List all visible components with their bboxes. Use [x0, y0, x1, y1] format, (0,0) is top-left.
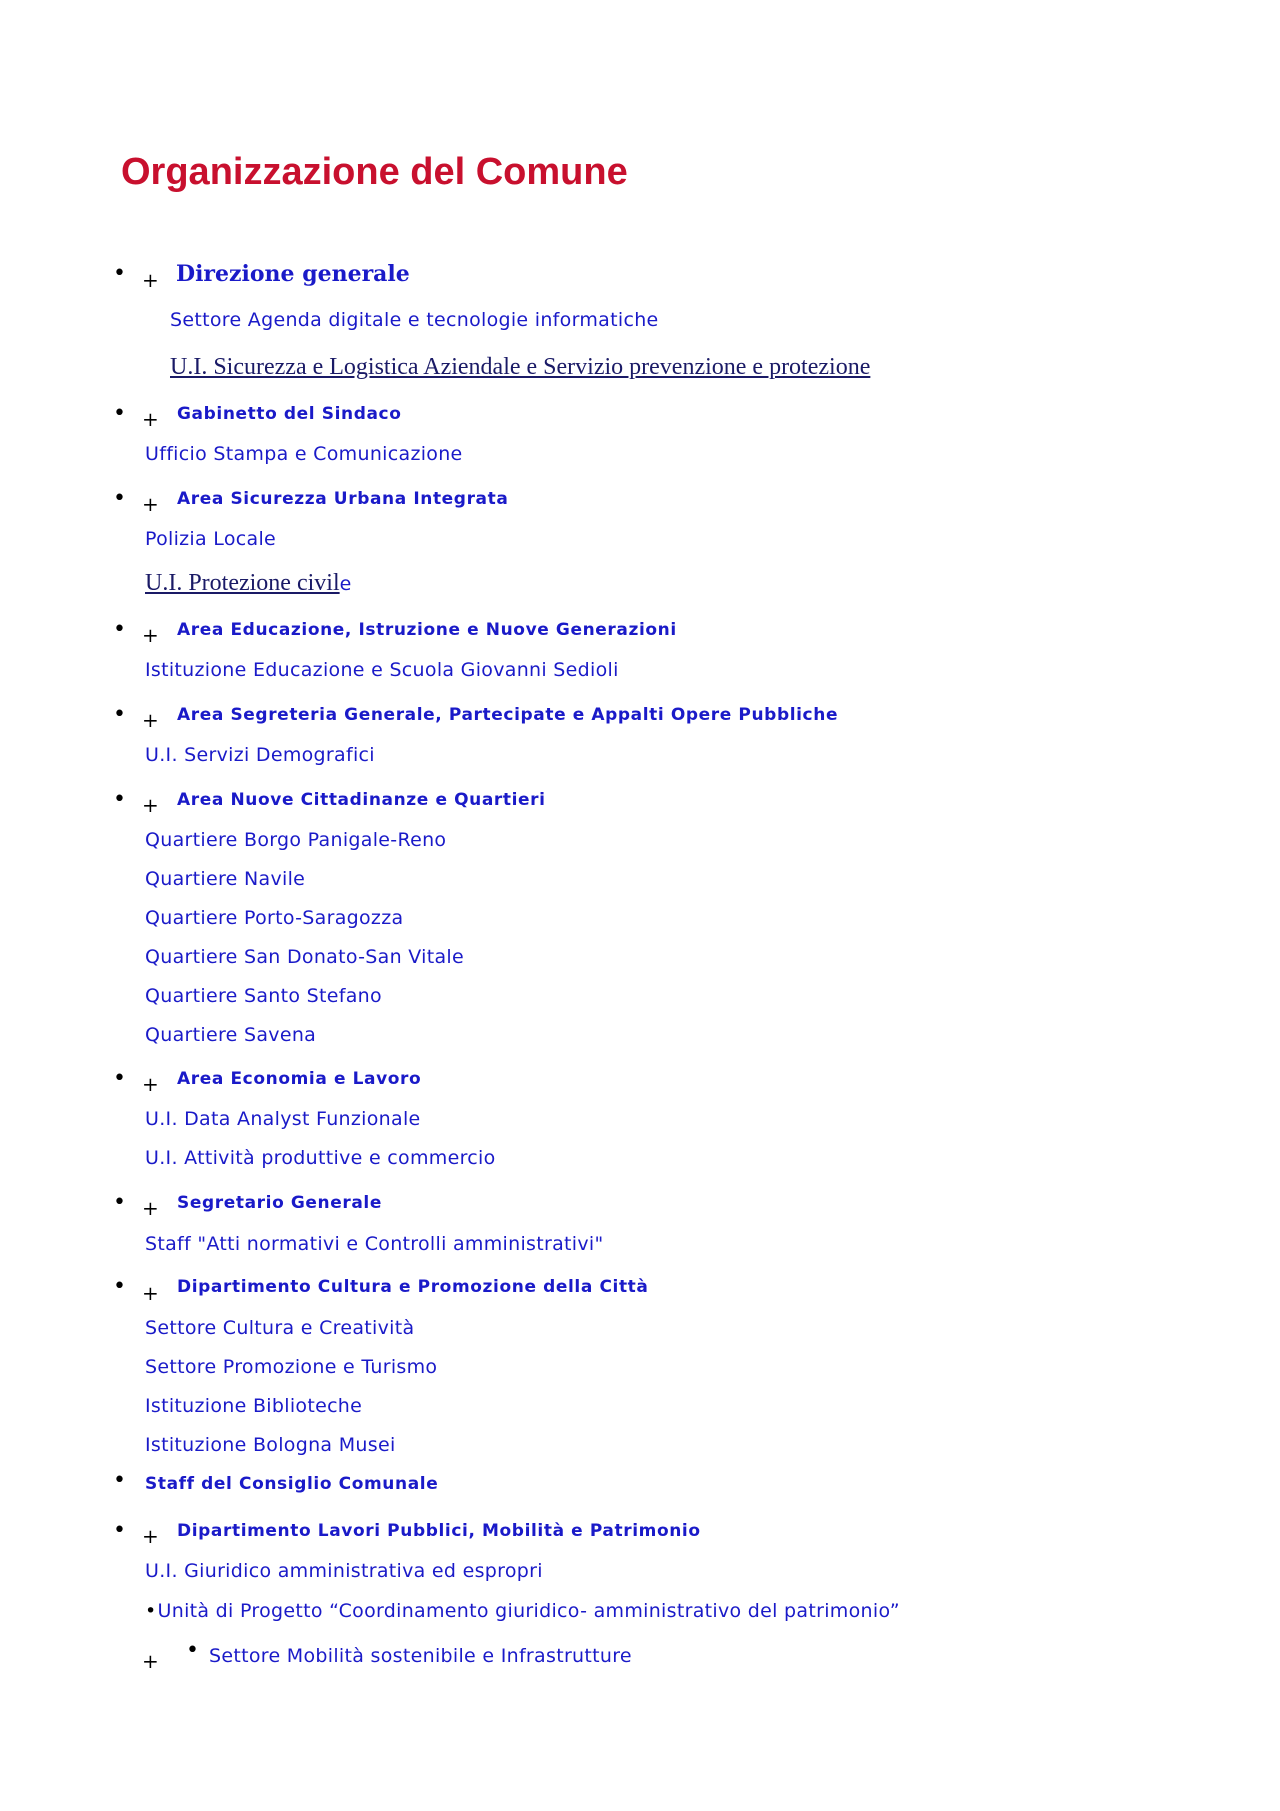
expand-icon[interactable]: + [142, 1281, 159, 1305]
section-heading-area-segreteria[interactable]: Area Segreteria Generale, Partecipate e Appalti Opere Pubbliche [177, 705, 839, 725]
link-ufficio-stampa[interactable]: Ufficio Stampa e Comunicazione [145, 443, 463, 465]
list-bullet: • [113, 401, 126, 426]
section-heading-staff-consiglio[interactable]: Staff del Consiglio Comunale [145, 1474, 439, 1494]
expand-icon[interactable]: + [142, 708, 159, 732]
link-quartiere-navile[interactable]: Quartiere Navile [145, 868, 306, 890]
list-bullet: • [113, 1190, 126, 1215]
link-polizia-locale[interactable]: Polizia Locale [145, 528, 277, 550]
expand-icon[interactable]: + [142, 623, 159, 647]
link-attivita-produttive[interactable]: U.I. Attività produttive e commercio [145, 1147, 496, 1169]
link-quartiere-porto-saragozza[interactable]: Quartiere Porto-Saragozza [145, 907, 404, 929]
link-ui-sicurezza-logistica[interactable]: U.I. Sicurezza e Logistica Aziendale e Servizio prevenzione e protezione [170, 354, 871, 380]
link-quartiere-borgo-panigale[interactable]: Quartiere Borgo Panigale-Reno [145, 829, 447, 851]
expand-icon[interactable]: + [142, 1196, 159, 1220]
link-settore-agenda-digitale[interactable]: Settore Agenda digitale e tecnologie informatiche [170, 309, 659, 331]
list-bullet: • [113, 702, 126, 727]
section-heading-economia-lavoro[interactable]: Area Economia e Lavoro [177, 1069, 422, 1089]
expand-icon[interactable]: + [142, 1649, 159, 1673]
section-heading-segretario-generale[interactable]: Segretario Generale [177, 1193, 382, 1213]
link-settore-promozione[interactable]: Settore Promozione e Turismo [145, 1356, 438, 1378]
link-settore-cultura[interactable]: Settore Cultura e Creatività [145, 1317, 415, 1339]
section-heading-lavori-pubblici[interactable]: Dipartimento Lavori Pubblici, Mobilità e Patrimonio [177, 1521, 701, 1541]
section-heading-direzione-generale[interactable]: Direzione generale [176, 261, 410, 287]
link-settore-mobilita[interactable]: Settore Mobilità sostenibile e Infrastrutture [209, 1645, 632, 1667]
link-istituzione-bologna-musei[interactable]: Istituzione Bologna Musei [145, 1434, 396, 1456]
section-heading-sicurezza-urbana[interactable]: Area Sicurezza Urbana Integrata [177, 489, 509, 509]
link-quartiere-santo-stefano[interactable]: Quartiere Santo Stefano [145, 985, 382, 1007]
list-bullet: • [113, 1274, 126, 1299]
expand-icon[interactable]: + [142, 268, 159, 292]
list-bullet: • [113, 617, 126, 642]
section-heading-area-educazione[interactable]: Area Educazione, Istruzione e Nuove Generazioni [177, 620, 677, 640]
list-bullet: • [113, 1518, 126, 1543]
link-quartiere-savena[interactable]: Quartiere Savena [145, 1024, 317, 1046]
section-heading-gabinetto-sindaco[interactable]: Gabinetto del Sindaco [177, 404, 402, 424]
list-bullet: • [113, 1468, 126, 1493]
expand-icon[interactable]: + [142, 1524, 159, 1548]
list-bullet: • [113, 787, 126, 812]
expand-icon[interactable]: + [142, 492, 159, 516]
link-data-analyst[interactable]: U.I. Data Analyst Funzionale [145, 1108, 421, 1130]
link-servizi-demografici[interactable]: U.I. Servizi Demografici [145, 744, 375, 766]
expand-icon[interactable]: + [142, 407, 159, 431]
link-quartiere-san-donato[interactable]: Quartiere San Donato-San Vitale [145, 946, 465, 968]
expand-icon[interactable]: + [142, 1072, 159, 1096]
list-bullet: • [113, 486, 126, 511]
list-bullet: • [145, 1600, 157, 1622]
list-bullet: • [186, 1638, 199, 1663]
list-bullet: • [113, 1066, 126, 1091]
link-unita-progetto[interactable]: •Unità di Progetto “Coordinamento giuridico- amministrativo del patrimonio” [145, 1600, 900, 1622]
section-heading-nuove-cittadinanze[interactable]: Area Nuove Cittadinanze e Quartieri [177, 790, 546, 810]
link-giuridico-amministrativa[interactable]: U.I. Giuridico amministrativa ed espropri [145, 1560, 543, 1582]
link-istituzione-biblioteche[interactable]: Istituzione Biblioteche [145, 1395, 363, 1417]
link-istituzione-educazione[interactable]: Istituzione Educazione e Scuola Giovanni Sedioli [145, 659, 619, 681]
link-staff-atti-normativi[interactable]: Staff "Atti normativi e Controlli amministrativi" [145, 1233, 604, 1255]
link-ui-protezione-civile[interactable]: U.I. Protezione civile [145, 570, 352, 596]
page-title: Organizzazione del Comune [121, 151, 628, 193]
list-bullet: • [113, 261, 126, 286]
expand-icon[interactable]: + [142, 793, 159, 817]
section-heading-dipartimento-cultura[interactable]: Dipartimento Cultura e Promozione della Città [177, 1277, 649, 1297]
